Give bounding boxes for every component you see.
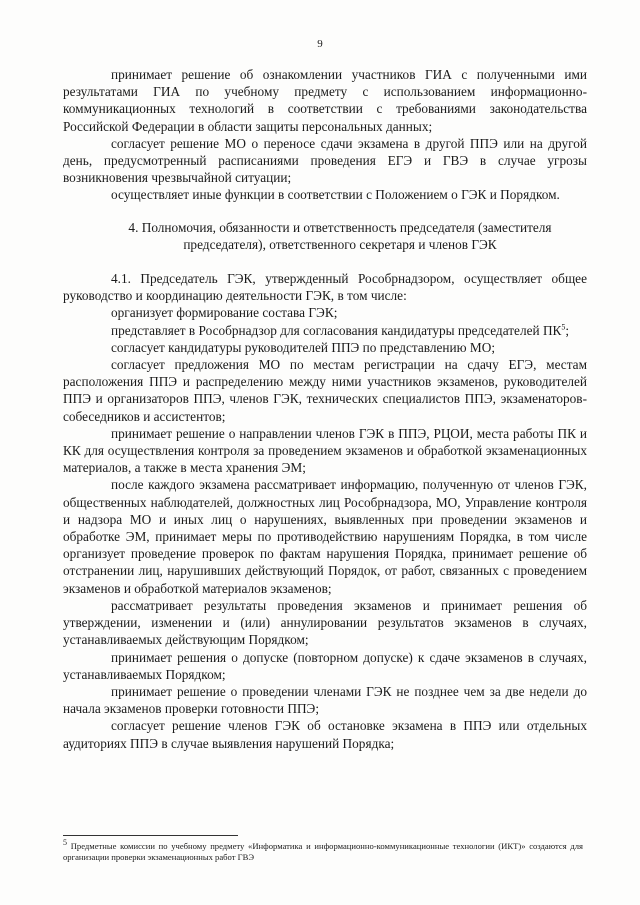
paragraph: организует формирование состава ГЭК;	[111, 305, 338, 321]
paragraph: принимает решение о направлении членов ГЭК в ППЭ, РЦОИ, места работы ПК и КК для осуществления контроля за проведением экзаменов и обработкой экзаменационных материалов, а также в места хранения ЭМ;	[63, 425, 587, 476]
footnote	[63, 838, 583, 863]
paragraph: рассматривает результаты проведения экзаменов и принимает решения об утверждении, изменении и (или) аннулировании результатов экзаменов в случаях, устанавливаемых действующим Порядком;	[63, 597, 587, 648]
page-number: 9	[317, 38, 323, 50]
paragraph: согласует предложения МО по местам регистрации на сдачу ЕГЭ, местам расположения ППЭ и распределению между ними участников экзаменов, руководителей ППЭ и организаторов ППЭ, членов ГЭК, технических специалистов ППЭ, экзаменаторов-собеседников и ассистентов;	[63, 357, 587, 424]
paragraph: осуществляет иные функции в соответствии с Положением о ГЭК и Порядком.	[111, 187, 560, 203]
paragraph: согласует кандидатуры руководителей ППЭ по представлению МО;	[111, 339, 496, 355]
paragraph-text: представляет в Рособрнадзор для согласования кандидатуры председателей ПК	[111, 322, 562, 338]
document-body	[63, 66, 587, 752]
paragraph-with-footnote: представляет в Рособрнадзор для согласования кандидатуры председателей $ПК^5$;	[111, 322, 570, 338]
section-heading: 4. Полномочия, обязанности и ответственность председателя (заместителя председателя), ответственного секретаря и членов ГЭК	[128, 219, 552, 252]
paragraph: принимает решение об ознакомлении участников ГИА с полученными ими результатами ГИА по учебному предмету с использованием информационно-коммуникационных технологий в соответствии с требованиями законодательства Российской Федерации в области защиты персональных данных;	[63, 67, 587, 134]
paragraph: 4.1. Председатель ГЭК, утвержденный Рособрнадзором, осуществляет общее руководство и координацию деятельности ГЭК, в том числе:	[63, 271, 587, 304]
paragraph: согласует решение членов ГЭК об остановке экзамена в ППЭ или отдельных аудиториях ППЭ в случае выявления нарушений Порядка;	[63, 718, 587, 751]
footnote-reference: 5	[561, 322, 566, 332]
paragraph: согласует решение МО о переносе сдачи экзамена в другой ППЭ или на другой день, предусмотренный расписаниями проведения ЕГЭ и ГВЭ в случае угрозы возникновения чрезвычайной ситуации;	[63, 135, 587, 186]
paragraph: принимает решение о проведении членами ГЭК не позднее чем за две недели до начала экзаменов проверки готовности ППЭ;	[63, 683, 587, 717]
footnote-divider	[63, 835, 238, 836]
footnote-text: Предметные комиссии по учебному предмету «Информатика и информационно-коммуникационные технологии (ИКТ)» создаются для организации проверки экзаменационных работ ГВЭ	[63, 841, 583, 862]
footnote-marker: 5	[63, 838, 67, 848]
paragraph: после каждого экзамена рассматривает информацию, полученную от членов ГЭК, общественных наблюдателей, должностных лиц Рособрнадзора, МО, Управление контроля и надзора МО и иных лиц о нарушениях, выявленных при проведении экзаменов и обработке ЭМ, принимает меры по противодействию нарушениям Порядка, в том числе организует проведение проверок по фактам нарушения Порядка, принимает решение об отстранении лиц, нарушивших действующий Порядок, от работ, связанных с проведением экзаменов и обработкой материалов экзаменов;	[63, 477, 587, 596]
paragraph: принимает решения о допуске (повторном допуске) к сдаче экзаменов в случаях, устанавливаемых Порядком;	[63, 649, 587, 682]
